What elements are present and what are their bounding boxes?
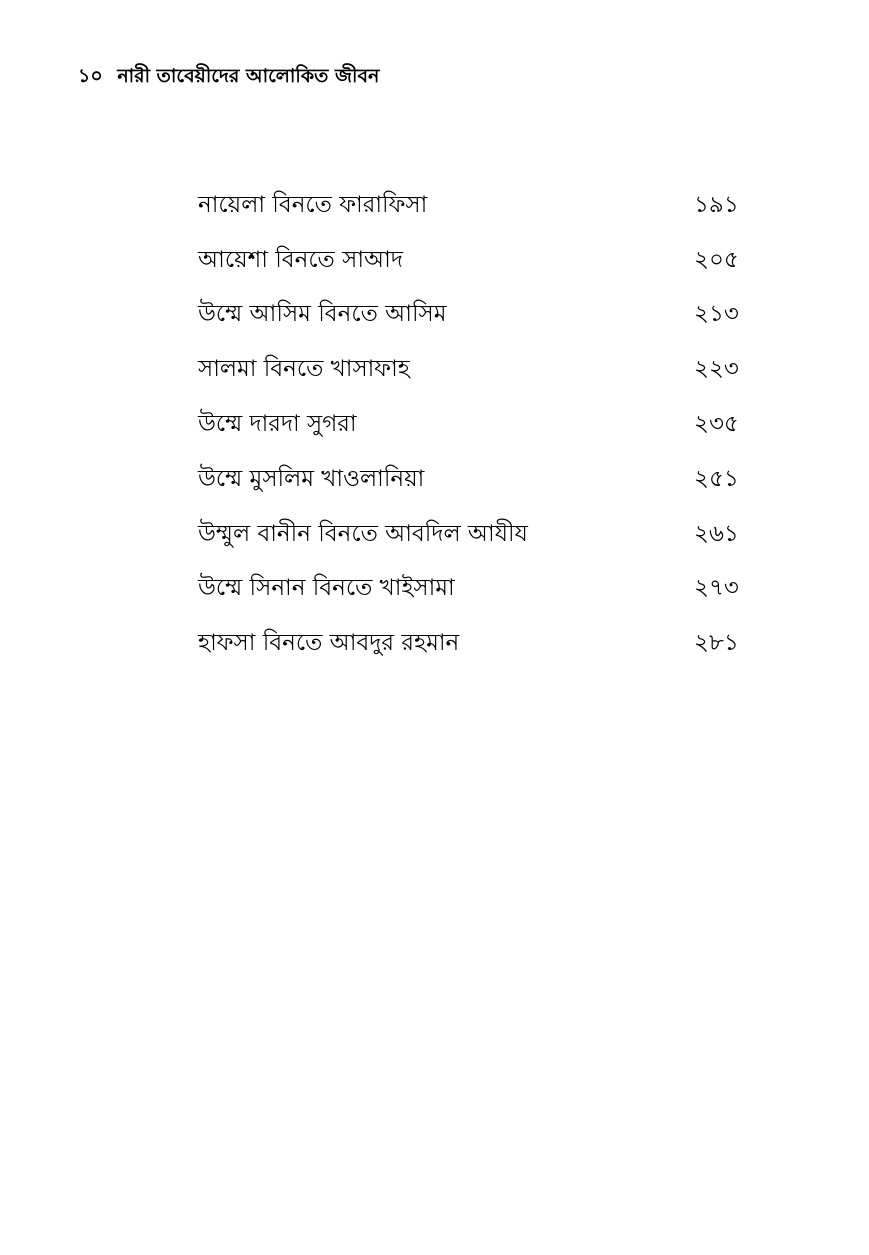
toc-entry — [198, 233, 750, 288]
toc-entry-title: হাফসা বিনতে আবদুর রহমান — [198, 630, 460, 657]
toc-entry-page: ২৭৩ — [694, 575, 739, 602]
toc-entry-page: ২১৩ — [694, 301, 739, 328]
toc-entry — [198, 178, 750, 233]
toc-entry-page: ২৮১ — [694, 630, 739, 657]
toc-entry-title: উম্মে আসিম বিনতে আসিম — [198, 301, 447, 328]
running-header — [78, 62, 379, 94]
table-of-contents — [198, 178, 750, 671]
toc-entry-page: ২৫১ — [694, 465, 739, 492]
toc-entry-page: ১৯১ — [694, 191, 739, 218]
toc-entry — [198, 397, 750, 452]
toc-entry-title: সালমা বিনতে খাসাফাহ — [198, 356, 410, 383]
toc-entry-page: ২৩৫ — [694, 411, 739, 438]
toc-entry-title: উম্মে সিনান বিনতে খাইসামা — [198, 575, 455, 602]
toc-entry — [198, 507, 750, 562]
toc-entry-page: ২৬১ — [694, 520, 739, 547]
toc-entry — [198, 616, 750, 671]
toc-entry — [198, 562, 750, 617]
book-title: নারী তাবেয়ীদের আলোকিত জীবন — [117, 65, 380, 87]
toc-entry — [198, 288, 750, 343]
toc-entry — [198, 342, 750, 397]
toc-entry — [198, 452, 750, 507]
toc-entry-page: ২২৩ — [694, 356, 739, 383]
toc-entry-title: নায়েলা বিনতে ফারাফিসা — [198, 191, 428, 218]
toc-entry-page: ২০৫ — [694, 246, 739, 273]
toc-entry-title: উম্মুল বানীন বিনতে আবদিল আযীয — [198, 520, 528, 547]
toc-entry-title: আয়েশা বিনতে সাআদ — [198, 246, 403, 273]
toc-entry-title: উম্মে দারদা সুগরা — [198, 411, 357, 438]
page-number: ১০ — [78, 65, 103, 87]
toc-entry-title: উম্মে মুসলিম খাওলানিয়া — [198, 465, 425, 492]
